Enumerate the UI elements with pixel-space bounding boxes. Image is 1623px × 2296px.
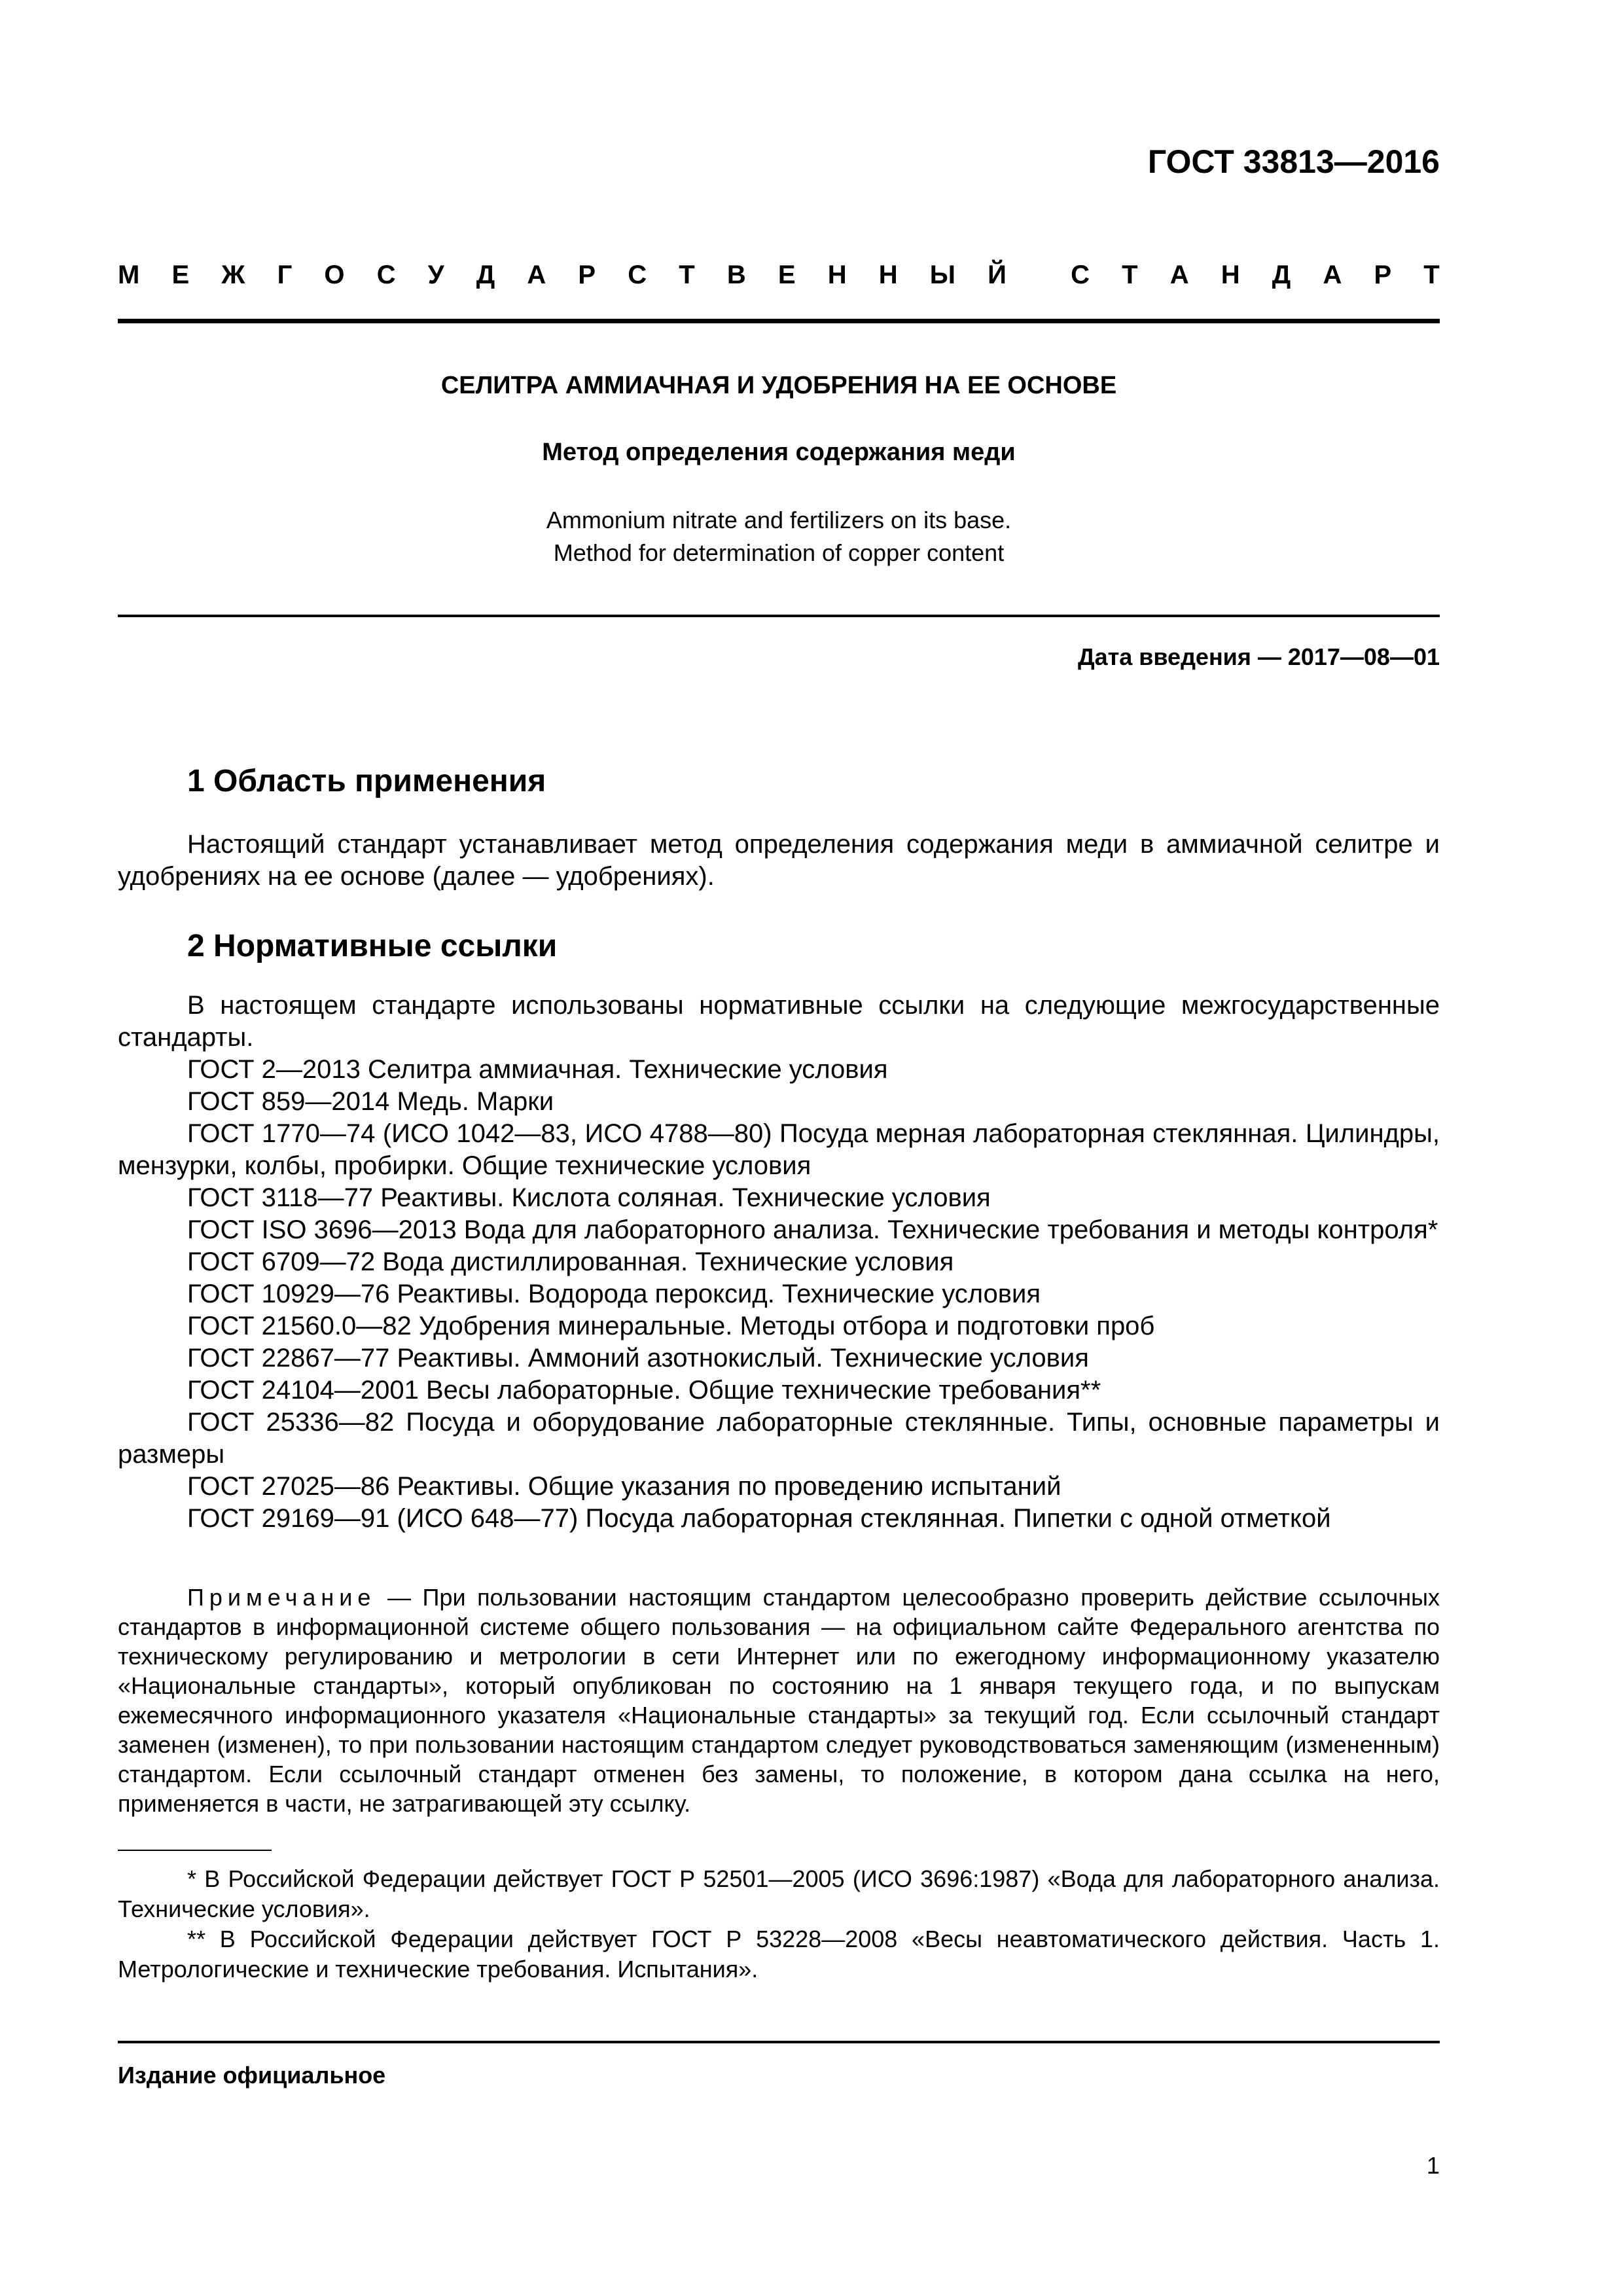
standard-type-letter: Р (578, 260, 596, 289)
title-divider (118, 615, 1440, 617)
document-subtitle: Метод определения содержания меди (542, 439, 1016, 466)
reference-item: ГОСТ 27025—86 Реактивы. Общие указания по проведению испытаний (187, 1472, 1061, 1501)
footer-divider (118, 2041, 1440, 2043)
reference-item: ГОСТ 24104—2001 Весы лабораторные. Общие технические требования** (187, 1376, 1101, 1405)
standard-type-letter: А (1169, 260, 1189, 289)
reference-item: ГОСТ 3118—77 Реактивы. Кислота соляная. Технические условия (187, 1183, 991, 1212)
standard-type-letter: С (376, 260, 396, 289)
footnote-separator (118, 1850, 272, 1851)
standard-type-letter: Й (988, 260, 1007, 289)
note-label: Примечание (187, 1584, 376, 1611)
reference-item: ГОСТ ISO 3696—2013 Вода для лабораторного анализа. Технические требования и методы контроля* (187, 1215, 1438, 1244)
standard-type-letter: Т (1423, 260, 1440, 289)
paragraph: В настоящем стандарте использованы нормативные ссылки на следующие межгосударственные стандарты. (118, 991, 1440, 1052)
reference-item: ГОСТ 1770—74 (ИСО 1042—83, ИСО 4788—80) Посуда мерная лабораторная стеклянная. Цилиндры, мензурки, колбы, пробирки. Общие технические условия (118, 1119, 1440, 1180)
standard-type-letter: О (324, 260, 345, 289)
standard-type-letter: Ж (221, 260, 245, 289)
gost-number: ГОСТ 33813—2016 (1147, 143, 1440, 180)
section-scope-body (118, 829, 1440, 893)
reference-item: ГОСТ 22867—77 Реактивы. Аммоний азотнокислый. Технические условия (187, 1344, 1089, 1372)
standard-type-letter: М (118, 260, 140, 289)
reference-item: ГОСТ 10929—76 Реактивы. Водорода пероксид. Технические условия (187, 1280, 1041, 1308)
reference-item: ГОСТ 6709—72 Вода дистиллированная. Технические условия (187, 1247, 954, 1276)
page-number: 1 (1426, 2152, 1440, 2179)
standard-type-letter: Ы (929, 260, 955, 289)
standard-type-heading (118, 260, 1440, 290)
standard-type-letter: Д (1272, 260, 1291, 289)
standard-type-letter: А (1323, 260, 1342, 289)
standard-type-letter: С (1071, 260, 1090, 289)
note (118, 1583, 1440, 1818)
standard-type-letter: Н (1221, 260, 1240, 289)
standard-type-letter: Т (679, 260, 695, 289)
standard-type-letter: Т (1122, 260, 1138, 289)
standard-type-letter: Р (1374, 260, 1392, 289)
footnotes (118, 1864, 1440, 1984)
footnote: ** В Российской Федерации действует ГОСТ Р 53228—2008 «Весы неавтоматического действия. Часть 1. Метрологические и технические требования. Испытания». (118, 1926, 1440, 1982)
reference-item: ГОСТ 25336—82 Посуда и оборудование лабораторные стеклянные. Типы, основные параметры и размеры (118, 1408, 1440, 1469)
document-title: СЕЛИТРА АММИАЧНАЯ И УДОБРЕНИЯ НА ЕЕ ОСНОВЕ (440, 372, 1117, 399)
standard-type-letter: Е (777, 260, 796, 289)
standard-type-letter: Е (171, 260, 190, 289)
standard-type-letter: Н (878, 260, 898, 289)
standard-type-letter: В (726, 260, 746, 289)
note-text: — При пользовании настоящим стандартом целесообразно проверить действие ссылочных стандартов в информационной системе общего пользования — на официальном сайте Федерального агентства по техническому регулированию и метрологии в сети Интернет или по ежегодному информационному указателю «Национальные стандарты», который опубликован по состоянию на 1 января текущего года, и по выпускам ежемесячного информационного указателя «Национальные стандарты» за текущий год. Если ссылочный стандарт заменен (изменен), то при пользовании настоящим стандартом следует руководствоваться заменяющим (измененным) стандартом. Если ссылочный стандарт отменен без замены, то положение, в котором дана ссылка на него, применяется в части, не затрагивающей эту ссылку. (118, 1584, 1440, 1817)
reference-item: ГОСТ 29169—91 (ИСО 648—77) Посуда лабораторная стеклянная. Пипетки с одной отметкой (187, 1504, 1331, 1533)
header-divider (118, 319, 1440, 323)
standard-type-letter: У (427, 260, 444, 289)
standard-type-letter: С (628, 260, 647, 289)
standard-type-letter: Д (476, 260, 495, 289)
english-title-line: Method for determination of copper content (553, 539, 1005, 566)
english-title-line: Ammonium nitrate and fertilizers on its base. (546, 507, 1012, 533)
introduction-date: Дата введения — 2017—08—01 (1077, 643, 1440, 670)
references-list (118, 990, 1440, 1535)
reference-item: ГОСТ 859—2014 Медь. Марки (187, 1087, 554, 1116)
standard-type-letter: Н (827, 260, 847, 289)
section-heading-scope: 1 Область применения (187, 764, 546, 798)
footnote: * В Российской Федерации действует ГОСТ Р 52501—2005 (ИСО 3696:1987) «Вода для лабораторного анализа. Технические условия». (118, 1865, 1440, 1922)
reference-item: ГОСТ 2—2013 Селитра аммиачная. Технические условия (187, 1055, 888, 1084)
english-title (118, 504, 1440, 569)
edition-label: Издание официальное (118, 2062, 386, 2089)
standard-type-letter: А (527, 260, 546, 289)
paragraph: Настоящий стандарт устанавливает метод определения содержания меди в аммиачной селитре и удобрениях на ее основе (далее — удобрениях). (118, 830, 1440, 891)
section-heading-references: 2 Нормативные ссылки (187, 929, 558, 963)
reference-item: ГОСТ 21560.0—82 Удобрения минеральные. Методы отбора и подготовки проб (187, 1312, 1155, 1340)
standard-type-letter: Г (277, 260, 293, 289)
